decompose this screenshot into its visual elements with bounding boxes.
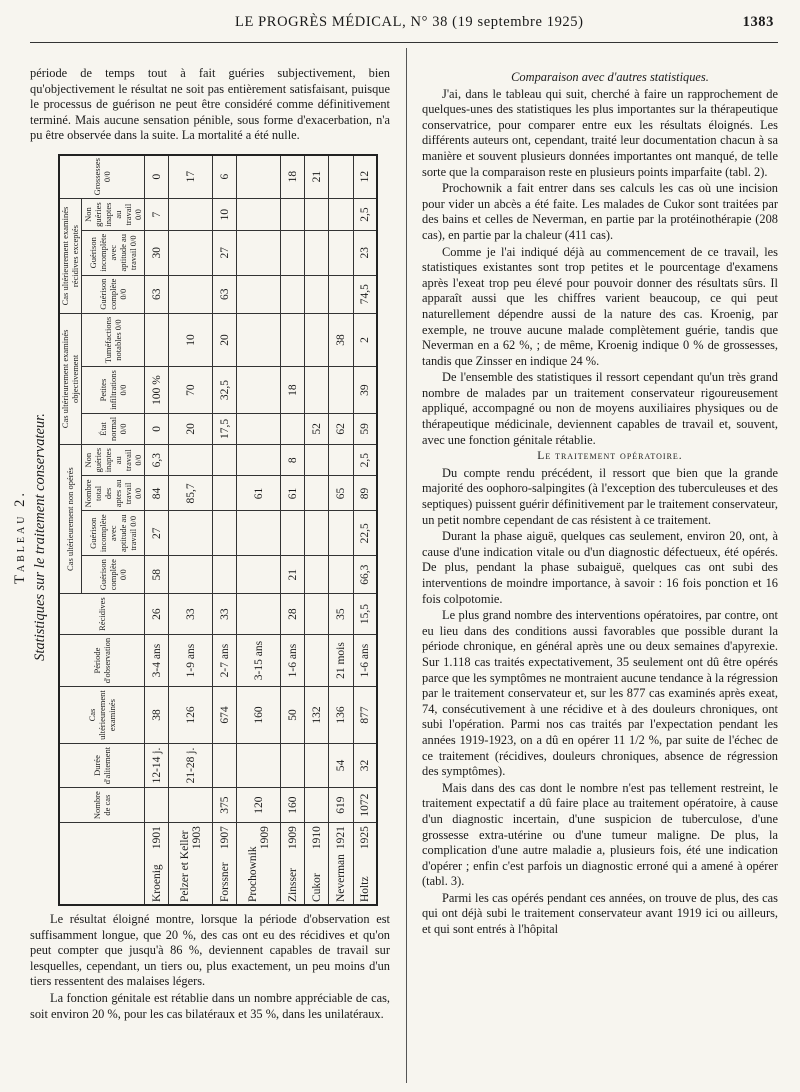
journal-title: LE PROGRÈS MÉDICAL, N° 38 (19 septembre 1925) (235, 14, 584, 30)
col-header: Période d'observation (59, 634, 145, 686)
paragraph: Durant la phase aiguë, quelques cas seulement, environ 20, ont, à cause d'une indication vitale ou d'un diagnostic défectueux, été opérés. De plus, pendant la phase subaiguë, quelques cas ont subi des interventions de moindre importance, à savoir : 16 fois ponction et 16 fois colpotomie. (422, 529, 778, 606)
table-cell (212, 743, 236, 787)
table-cell (212, 444, 236, 476)
table-cell (280, 511, 304, 556)
result-paragraph: Le résultat éloigné montre, lorsque la période d'observation est suffisamment longue, que 20 %, des cas ont eu des récidives et qu'on peut compter que jusqu'à 86 %, deviennent capables de travail sur lesquelles, cependant, un tiers ou, plus exactement, un peu moins d'un tiers ressentent des malaises légers. (30, 912, 390, 989)
author-name: Zinsser (286, 868, 299, 902)
table-cell (169, 199, 213, 231)
statistics-table-body (145, 155, 378, 906)
column-divider (406, 48, 407, 1083)
table-cell: 21 (280, 556, 304, 594)
col-header: État normal 0/0 (82, 413, 145, 444)
table-caption-subtitle: Statistiques sur le traitement conservateur. (32, 413, 48, 661)
table-cell (305, 275, 329, 313)
table-cell (329, 511, 353, 556)
table-cell: 136 (329, 687, 353, 744)
author-year: 1907 (218, 826, 231, 850)
table-cell: 59 (353, 413, 377, 444)
table-cell: 8 (280, 444, 304, 476)
table-cell: 26 (145, 594, 169, 635)
table-cell (329, 275, 353, 313)
section-heading-comparison: Comparaison avec d'autres statistiques. (511, 70, 709, 84)
table-cell: 126 (169, 687, 213, 744)
table-cell (305, 199, 329, 231)
paragraph: Mais dans des cas dont le nombre n'est pas tellement restreint, le traitement expectatif a dû faire place au traitement opératoire, à cause d'un diagnostic incertain, d'une suspicion de tuberculose, d'une grossesse extra-utérine ou d'une tumeur maligne. De plus, la complication d'une autre maladie a, plusieurs fois, été une indication d'opérer ; enfin c'est parfois un diagnostic erroné qui a amené à opérer (tabl. 3). (422, 780, 778, 889)
table-cell: 30 (145, 230, 169, 275)
table-cell (169, 511, 213, 556)
author-cell (280, 823, 304, 906)
author-name: Neverman (335, 854, 348, 902)
author-name: Pelzer et Keller (178, 830, 191, 902)
group-header: Cas ultérieurement examinés objectivement (59, 313, 82, 444)
table-cell: 674 (212, 687, 236, 744)
table-cell (145, 788, 169, 823)
col-header: Non guéries inaptes au travail 0/0 (82, 199, 145, 231)
table-cell (237, 199, 281, 231)
table-cell (305, 788, 329, 823)
col-header: Nombre total des aptes au travail 0/0 (82, 476, 145, 511)
table-cell: 63 (145, 275, 169, 313)
left-column-top (30, 66, 390, 145)
table-cell: 12-14 j. (145, 743, 169, 787)
table-cell: 63 (212, 275, 236, 313)
table-cell (329, 199, 353, 231)
table-cell: 17 (169, 155, 213, 199)
table-cell (212, 476, 236, 511)
table-cell: 32 (353, 743, 377, 787)
table-cell: 0 (145, 413, 169, 444)
col-header: Guérison incomplète avec aptitude au travail 0/0 (82, 511, 145, 556)
table-caption (10, 187, 54, 887)
table-cell: 160 (280, 788, 304, 823)
author-cell (237, 823, 281, 906)
table-cell: 84 (145, 476, 169, 511)
table-cell (305, 367, 329, 414)
table-cell: 85,7 (169, 476, 213, 511)
table-cell: 2-7 ans (212, 634, 236, 686)
table-cell (237, 556, 281, 594)
paragraph: J'ai, dans le tableau qui suit, cherché à faire un rapprochement de quelques-unes des statistiques les plus importantes sur la thérapeutique conservatrice, pour comparer entre eux les résultats éloignés. Les différents auteurs ont, cependant, traité leur documentation chacun à sa manière et souvent plusieurs données importantes ont manqué, de telle sorte que la comparaison reste en plusieurs points imparfaite (tabl. 2). (422, 86, 778, 179)
group-header: Cas ultérieurement examinés récidives exceptés (59, 199, 82, 313)
author-year: 1903 (190, 826, 203, 850)
table-cell (280, 743, 304, 787)
table-group-header-row (59, 155, 82, 906)
table-cell: 62 (329, 413, 353, 444)
table-cell: 1-6 ans (353, 634, 377, 686)
table-cell: 18 (280, 155, 304, 199)
table-cell: 23 (353, 230, 377, 275)
col-header: Guérison complète 0/0 (82, 275, 145, 313)
table-cell (237, 413, 281, 444)
table-cell (169, 788, 213, 823)
table-row (237, 155, 281, 906)
paragraph: Comme je l'ai indiqué déjà au commencement de ce travail, les statistiques existantes sont trop petites et le pourcentage d'examens après l'exeat trop peu élevé pour pouvoir donner des résultats sûrs. Il apparaît aussi que les chiffres varient beaucoup, ce qui peut naturellement dépendre aussi de la nature des cas. Kroenig, par exemple, ne trouve aucune malade complètement guérie, tandis que Neverman en a 62 %, ; de même, Kroenig indique 0 % de grossesses, tandis que Zinsser en indique 24 %. (422, 244, 778, 368)
author-name: Prochownik (246, 846, 259, 902)
table-cell (169, 230, 213, 275)
page-number: 1383 (742, 14, 774, 30)
table-cell (237, 275, 281, 313)
table-cell (280, 413, 304, 444)
author-name: Cukor (310, 873, 323, 902)
table-cell: 0 (145, 155, 169, 199)
table-cell: 877 (353, 687, 377, 744)
table-cell: 100 % (145, 367, 169, 414)
author-name: Holtz (359, 876, 372, 902)
table-cell: 120 (237, 788, 281, 823)
table-cell: 160 (237, 687, 281, 744)
col-header: Guérison complète 0/0 (82, 556, 145, 594)
table-cell (237, 594, 281, 635)
table-cell: 89 (353, 476, 377, 511)
table-cell: 17,5 (212, 413, 236, 444)
table-cell: 1-6 ans (280, 634, 304, 686)
left-column-bottom (30, 912, 390, 1023)
table-cell (237, 743, 281, 787)
author-name: Forssner (218, 862, 231, 902)
table-cell: 50 (280, 687, 304, 744)
table-cell: 65 (329, 476, 353, 511)
table-cell: 70 (169, 367, 213, 414)
table-row (212, 155, 236, 906)
table-cell (305, 634, 329, 686)
table-cell: 54 (329, 743, 353, 787)
table-cell (280, 313, 304, 366)
table-cell: 38 (145, 687, 169, 744)
table-cell: 38 (329, 313, 353, 366)
col-header: Nombre de cas (59, 788, 145, 823)
table-cell: 12 (353, 155, 377, 199)
table-cell: 375 (212, 788, 236, 823)
table-cell (329, 444, 353, 476)
table-cell: 619 (329, 788, 353, 823)
paragraph: Le plus grand nombre des interventions opératoires, par contre, ont eu lieu dans des conditions aussi favorables que possible durant la période chronique, en général après une ou deux semaines d'apyrexie. Sur 1.118 cas traités expectativement, 35 seulement ont dû être opérés parce que les symptômes ne montraient aucune tendance à la régression par le traitement conservateur et, sur les 877 cas examinés après exeat, 74, consécutivement à une récidive et à des douleurs chroniques, ont subi l'opération. Parmi nos cas traités par l'expectation pendant les années 1919-1923, on a dû en opérer 11 1/2 %, par suite de l'échec de ce traitement (récidives, douleurs chroniques, absence de régression des symptômes). (422, 608, 778, 779)
table-cell: 1072 (353, 788, 377, 823)
table-cell: 35 (329, 594, 353, 635)
author-cell (353, 823, 377, 906)
table-cell (169, 444, 213, 476)
table-row (280, 155, 304, 906)
table-cell: 20 (169, 413, 213, 444)
table-cell (305, 230, 329, 275)
table-cell (329, 367, 353, 414)
table-cell: 20 (212, 313, 236, 366)
col-header: Guérison incomplète avec aptitude au travail 0/0 (82, 230, 145, 275)
author-name: Kroenig (150, 864, 163, 902)
table-cell (212, 511, 236, 556)
table-cell: 66,3 (353, 556, 377, 594)
right-column (422, 70, 778, 939)
paragraph: Prochownik a fait entrer dans ses calculs les cas où une incision pour vider un abcès a été faite. Les malades de Cukor sont traitées par des bains et celles de Neverman, en partie par la protéinothérapie (208 cas), en partie par la chaleur (411 cas). (422, 181, 778, 242)
table-cell: 3-15 ans (237, 634, 281, 686)
author-year: 1901 (150, 826, 163, 850)
table-cell (237, 367, 281, 414)
table-caption-title: Tableau 2. (12, 490, 28, 584)
table-cell (237, 313, 281, 366)
author-year: 1909 (286, 826, 299, 850)
table-cell: 18 (280, 367, 304, 414)
table-cell: 132 (305, 687, 329, 744)
table-cell: 33 (212, 594, 236, 635)
table-cell: 61 (280, 476, 304, 511)
table-cell (305, 556, 329, 594)
author-cell (305, 823, 329, 906)
table-cell: 58 (145, 556, 169, 594)
table-cell: 6 (212, 155, 236, 199)
table-cell: 32,5 (212, 367, 236, 414)
col-header: Grossesses 0/0 (59, 155, 145, 199)
col-header: Récidives (59, 594, 145, 635)
table-row (329, 155, 353, 906)
author-year: 1910 (310, 826, 323, 850)
author-year: 1925 (359, 826, 372, 850)
page-header (30, 6, 778, 43)
table-cell: 21-28 j. (169, 743, 213, 787)
table-cell: 6,3 (145, 444, 169, 476)
paragraph: De l'ensemble des statistiques il ressort cependant qu'un très grand nombre de malades par un traitement conservateur rigoureusement appliqué, accompagné ou non de moyens auxiliaires physiques ou de thérapeutique médicinale, deviennent capables de travail et, souvent, avec une fonction génitale rétablie. (422, 370, 778, 447)
statistics-table-container (58, 154, 378, 906)
table-row (353, 155, 377, 906)
table-cell: 10 (169, 313, 213, 366)
table-cell: 27 (212, 230, 236, 275)
table-cell: 28 (280, 594, 304, 635)
table-row (305, 155, 329, 906)
table-cell: 52 (305, 413, 329, 444)
table-cell (237, 230, 281, 275)
table-cell: 39 (353, 367, 377, 414)
table-cell (169, 556, 213, 594)
author-cell (145, 823, 169, 906)
table-cell (305, 511, 329, 556)
table-cell (237, 444, 281, 476)
statistics-table-rotated (58, 154, 378, 906)
section-heading-operative: Le traitement opératoire. (537, 450, 683, 463)
table-cell: 22,5 (353, 511, 377, 556)
table-cell (329, 230, 353, 275)
author-year: 1921 (335, 826, 348, 850)
table-cell (305, 313, 329, 366)
table-row (169, 155, 213, 906)
table-cell: 10 (212, 199, 236, 231)
table-cell: 61 (237, 476, 281, 511)
author-cell (212, 823, 236, 906)
table-cell: 21 mois (329, 634, 353, 686)
author-cell (329, 823, 353, 906)
col-header: Non guéries inaptes au travail 0/0 (82, 444, 145, 476)
table-cell: 7 (145, 199, 169, 231)
intro-paragraph: période de temps tout à fait guéries subjectivement, bien qu'objectivement le résultat ne soit pas entièrement satisfaisant, puisque le processus de guérison ne peut être considéré comme définitivement terminé. Mais aucune sensation pénible, sous forme d'exacerbation, n'a pu être observée dans la suite. La mortalité a été nulle. (30, 66, 390, 143)
author-year: 1909 (258, 826, 271, 850)
col-header: Petites infiltrations 0/0 (82, 367, 145, 414)
table-cell: 74,5 (353, 275, 377, 313)
group-header: Cas ultérieurement non opérés (59, 444, 82, 593)
paragraph: Parmi les cas opérés pendant ces années, on trouve de plus, des cas qui ont déjà subi le traitement conservateur avant 1919 ici ou ailleurs, et qui sont entrés à l'hôpital (422, 890, 778, 937)
table-cell: 3-4 ans (145, 634, 169, 686)
author-column-header (59, 823, 145, 906)
table-cell (280, 230, 304, 275)
table-cell: 33 (169, 594, 213, 635)
col-header: Cas ultérieurement examinés (59, 687, 145, 744)
table-cell (329, 556, 353, 594)
table-cell (280, 275, 304, 313)
author-cell (169, 823, 213, 906)
table-cell (305, 594, 329, 635)
table-cell: 15,5 (353, 594, 377, 635)
paragraph: Du compte rendu précédent, il ressort que bien que la grande majorité des oophoro-salpingites (à l'exception des tuberculeuses et des septiques) puissent guérir définitivement par le traitement conservateur, un petit nombre cependant de cas résistent à ce traitement. (422, 465, 778, 527)
table-cell (305, 476, 329, 511)
table-cell (329, 155, 353, 199)
genital-function-paragraph: La fonction génitale est rétablie dans un nombre appréciable de cas, soit environ 20 %, pour les cas bilatéraux et 35 %, dans les unilatéraux. (30, 990, 390, 1021)
table-cell (305, 444, 329, 476)
table-cell: 21 (305, 155, 329, 199)
table-cell (212, 556, 236, 594)
table-cell (145, 313, 169, 366)
table-cell: 2,5 (353, 444, 377, 476)
table-cell (237, 155, 281, 199)
table-cell: 27 (145, 511, 169, 556)
table-cell: 1-9 ans (169, 634, 213, 686)
statistics-table (58, 154, 378, 906)
col-header: Tuméfactions notables 0/0 (82, 313, 145, 366)
table-cell (280, 199, 304, 231)
table-cell (237, 511, 281, 556)
col-header: Durée d'alitement (59, 743, 145, 787)
table-row (145, 155, 169, 906)
table-cell: 2,5 (353, 199, 377, 231)
table-cell: 2 (353, 313, 377, 366)
table-cell (305, 743, 329, 787)
table-cell (169, 275, 213, 313)
